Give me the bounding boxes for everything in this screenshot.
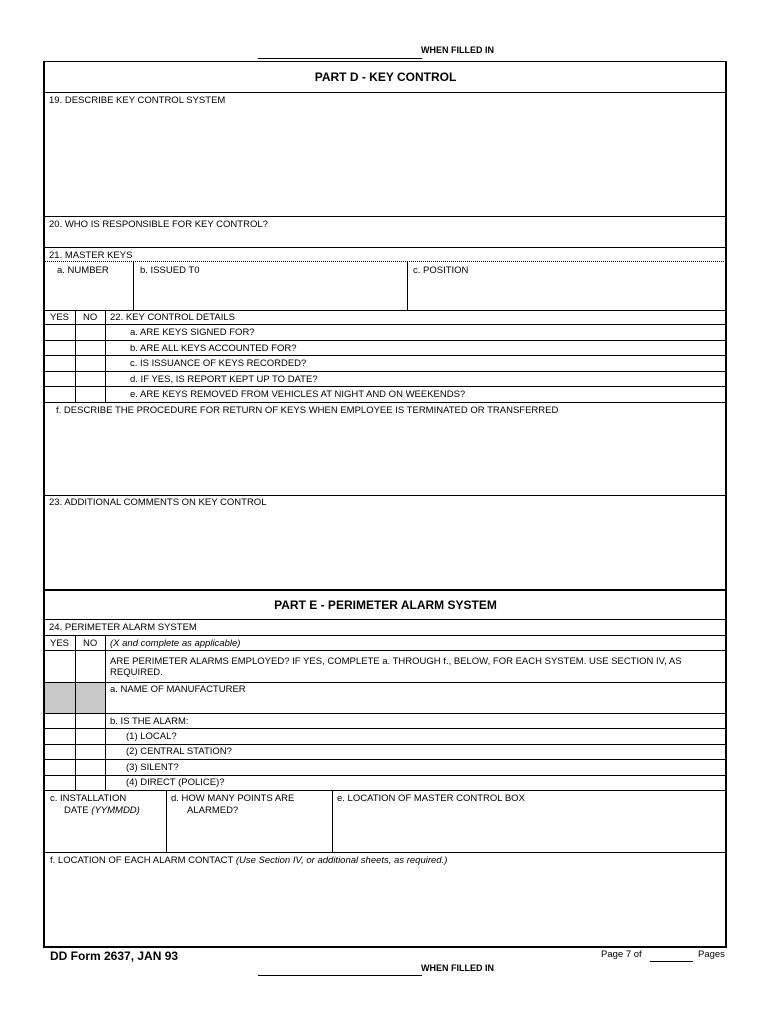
- q20-field[interactable]: [45, 230, 725, 247]
- q24-yes-checkbox[interactable]: [45, 651, 75, 682]
- q22a-label: a. ARE KEYS SIGNED FOR?: [130, 327, 255, 338]
- q24f-field[interactable]: [45, 868, 725, 945]
- q24d-field[interactable]: [167, 818, 331, 852]
- part-e-title: PART E - PERIMETER ALARM SYSTEM: [274, 598, 497, 612]
- q21c-field[interactable]: [408, 277, 725, 309]
- classification-bottom: WHEN FILLED IN: [421, 963, 494, 973]
- q24b3-label: (3) SILENT?: [126, 762, 179, 773]
- q24f-label: f. LOCATION OF EACH ALARM CONTACT (Use Section IV, or additional sheets, as required.): [50, 855, 448, 866]
- page-suffix: Pages: [698, 949, 725, 960]
- q24b4-yes-checkbox[interactable]: [45, 776, 75, 790]
- q24b-label: b. IS THE ALARM:: [110, 716, 189, 727]
- q21c-label: c. POSITION: [413, 265, 469, 276]
- q24d-label-line2: ALARMED?: [187, 805, 239, 816]
- q24-yes-header: YES: [50, 638, 70, 649]
- q22b-label: b. ARE ALL KEYS ACCOUNTED FOR?: [130, 343, 297, 354]
- q24b2-yes-checkbox[interactable]: [45, 745, 75, 759]
- q23-field[interactable]: [45, 509, 725, 589]
- q24b3-yes-checkbox[interactable]: [45, 760, 75, 775]
- q24-no-checkbox[interactable]: [76, 651, 105, 682]
- q22a-no-checkbox[interactable]: [76, 325, 105, 340]
- q21a-label: a. NUMBER: [57, 265, 109, 276]
- q22b-yes-checkbox[interactable]: [45, 341, 75, 355]
- q22d-no-checkbox[interactable]: [76, 372, 105, 386]
- q24-question: ARE PERIMETER ALARMS EMPLOYED? IF YES, COMPLETE a. THROUGH f., BELOW, FOR EACH SYSTEM. USE SECTION IV, AS REQUIRED.: [110, 656, 682, 678]
- q22e-label: e. ARE KEYS REMOVED FROM VEHICLES AT NIGHT AND ON WEEKENDS?: [130, 389, 466, 400]
- q24a-label: a. NAME OF MANUFACTURER: [110, 684, 246, 695]
- q22-label: 22. KEY CONTROL DETAILS: [110, 312, 235, 323]
- q19-field[interactable]: [45, 106, 725, 216]
- q24-label: 24. PERIMETER ALARM SYSTEM: [49, 622, 197, 633]
- part-d-title: PART D - KEY CONTROL: [314, 70, 457, 84]
- shaded-cell-no: [76, 683, 105, 713]
- q24b1-no-checkbox[interactable]: [76, 729, 105, 744]
- q23-label: 23. ADDITIONAL COMMENTS ON KEY CONTROL: [49, 497, 267, 508]
- q24b4-no-checkbox[interactable]: [76, 776, 105, 790]
- q24b2-no-checkbox[interactable]: [76, 745, 105, 759]
- q21a-field[interactable]: [45, 277, 132, 309]
- q24b3-no-checkbox[interactable]: [76, 760, 105, 775]
- form-id: DD Form 2637, JAN 93: [50, 949, 179, 963]
- q22c-no-checkbox[interactable]: [76, 356, 105, 371]
- q24b1-label: (1) LOCAL?: [126, 731, 177, 742]
- q22-yes-header: YES: [50, 312, 70, 323]
- q22d-yes-checkbox[interactable]: [45, 372, 75, 386]
- total-pages-field[interactable]: [650, 961, 693, 962]
- q24e-field[interactable]: [333, 806, 725, 852]
- q24a-field[interactable]: [106, 696, 725, 713]
- q24-no-header: NO: [83, 638, 98, 649]
- q22f-label: f. DESCRIBE THE PROCEDURE FOR RETURN OF KEYS WHEN EMPLOYEE IS TERMINATED OR TRANSFERRED: [56, 405, 559, 416]
- q21-label: 21. MASTER KEYS: [49, 250, 133, 261]
- q24c-label: c. INSTALLATION: [50, 793, 127, 804]
- shaded-cell-yes: [45, 683, 75, 713]
- q24c-date-label: DATE (YYMMDD): [64, 805, 140, 816]
- q24-instruction: (X and complete as applicable): [110, 638, 241, 649]
- classification-top: WHEN FILLED IN: [421, 45, 494, 55]
- q24b1-yes-checkbox[interactable]: [45, 729, 75, 744]
- q24b4-label: (4) DIRECT (POLICE)?: [126, 777, 225, 788]
- q22a-yes-checkbox[interactable]: [45, 325, 75, 340]
- classification-underline-top: [258, 58, 422, 59]
- q24e-label: e. LOCATION OF MASTER CONTROL BOX: [337, 793, 525, 804]
- q22c-label: c. IS ISSUANCE OF KEYS RECORDED?: [130, 358, 307, 369]
- q19-label: 19. DESCRIBE KEY CONTROL SYSTEM: [49, 95, 226, 106]
- q21b-label: b. ISSUED T0: [140, 265, 200, 276]
- q20-label: 20. WHO IS RESPONSIBLE FOR KEY CONTROL?: [49, 219, 268, 230]
- page-prefix: Page 7 of: [601, 949, 642, 960]
- q22-no-header: NO: [83, 312, 98, 323]
- q22b-no-checkbox[interactable]: [76, 341, 105, 355]
- q22e-yes-checkbox[interactable]: [45, 387, 75, 402]
- q24c-field[interactable]: [45, 818, 165, 852]
- classification-underline-bottom: [258, 975, 422, 976]
- q22d-label: d. IF YES, IS REPORT KEPT UP TO DATE?: [130, 374, 318, 385]
- q24b2-label: (2) CENTRAL STATION?: [126, 746, 232, 757]
- q22c-yes-checkbox[interactable]: [45, 356, 75, 371]
- q24d-label-line1: d. HOW MANY POINTS ARE: [171, 793, 295, 804]
- q22f-field[interactable]: [45, 417, 725, 495]
- q22e-no-checkbox[interactable]: [76, 387, 105, 402]
- q21b-field[interactable]: [134, 277, 406, 309]
